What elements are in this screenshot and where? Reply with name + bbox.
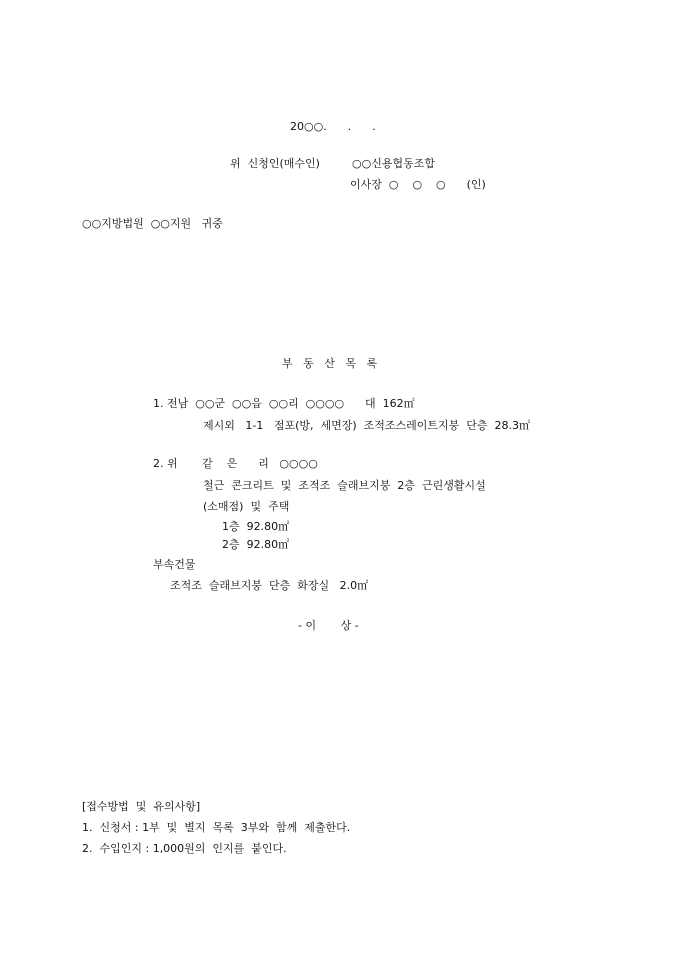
item-2-floor-1: 1층 92.80㎡: [222, 520, 290, 533]
item-1-line-2: 제시외 1-1 점포(방, 세면장) 조적조스레이트지붕 단층 28.3㎡: [203, 419, 531, 432]
item-1-line-1: 1. 전남 ○○군 ○○읍 ○○리 ○○○○ 대 162㎡: [153, 397, 415, 410]
date-line: 20○○. . .: [290, 120, 376, 133]
end-mark: - 이 상 -: [298, 619, 359, 632]
note-item-2: 2. 수입인지 : 1,000원의 인지를 붙인다.: [82, 842, 287, 855]
note-item-1: 1. 신청서 : 1부 및 별지 목록 3부와 함께 제출한다.: [82, 821, 351, 834]
item-2-line-1: 2. 위 같 은 리 ○○○○: [153, 457, 318, 470]
item-2-line-3: (소매점) 및 주택: [203, 500, 290, 513]
property-list-title: 부 동 산 목 록: [282, 357, 378, 370]
item-2-line-2: 철근 콘크리트 및 조적조 슬래브지붕 2층 근린생활시설: [203, 479, 486, 492]
director-line: 이사장 ○ ○ ○ (인): [350, 178, 486, 191]
applicant-label: 위 신청인(매수인): [230, 157, 320, 170]
annex-label: 부속건물: [153, 558, 196, 571]
court-addressee: ○○지방법원 ○○지원 귀중: [82, 217, 223, 230]
annex-detail: 조적조 슬래브지붕 단층 화장실 2.0㎡: [170, 579, 369, 592]
applicant-name: ○○신용협동조합: [352, 157, 435, 170]
item-2-floor-2: 2층 92.80㎡: [222, 538, 290, 551]
notes-heading: [접수방법 및 유의사항]: [82, 800, 201, 813]
